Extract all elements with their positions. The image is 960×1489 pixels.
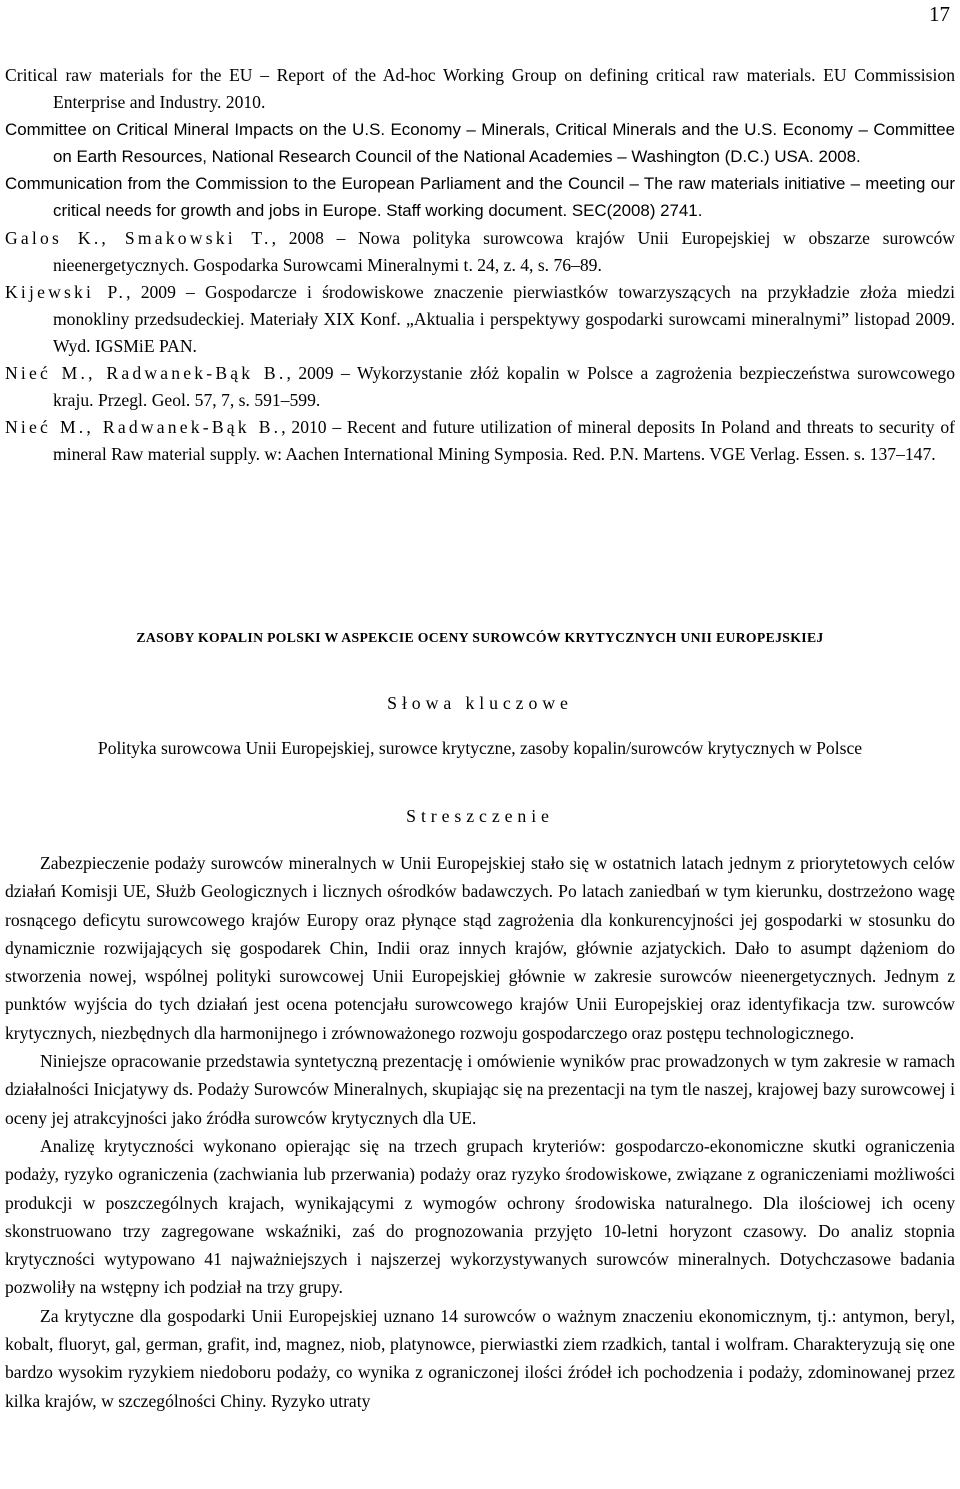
reference-item <box>5 62 955 116</box>
reference-author: Kijewski P. <box>5 281 127 302</box>
reference-item <box>5 279 955 360</box>
reference-text: Committee on Critical Mineral Impacts on the U.S. Economy – Minerals, Critical Minerals and the U.S. Economy – Committee on Earth Resources, National Research Council of the National Academies – Washington (D.C.) USA. 2008. <box>5 120 955 167</box>
keywords-heading: Słowa kluczowe <box>387 693 573 713</box>
abstract-heading: Streszczenie <box>406 806 554 826</box>
page-number: 17 <box>929 2 950 26</box>
section-title: ZASOBY KOPALIN POLSKI W ASPEKCIE OCENY SUROWCÓW KRYTYCZNYCH UNII EUROPEJSKIEJ <box>136 630 824 645</box>
abstract-paragraph: Za krytyczne dla gospodarki Unii Europejskiej uznano 14 surowców o ważnym znaczeniu ekonomicznym, tj.: antymon, beryl, kobalt, fluoryt, gal, german, grafit, ind, magnez, niob, platynowce, pierwiastki ziem rzadkich, tantal i wolfram. Charakteryzują się one bardzo wysokim ryzykiem niedoboru podaży, co wynika z ograniczonej ilości źródeł ich pochodzenia i podaży, zdominowanej przez kilka krajów, w szczególności Chiny. Ryzyko utraty <box>5 1305 955 1411</box>
abstract-body <box>5 849 955 1415</box>
reference-text: , 2010 – Recent and future utilization of mineral deposits In Poland and threats to security of mineral Raw material supply. w: Aachen International Mining Symposia. Red. P.N. Martens. VGE Verlag. Essen. s. 137–147. <box>53 417 955 465</box>
reference-text: , 2009 – Gospodarcze i środowiskowe znaczenie pierwiastków towarzyszących na przykładzie złoża miedzi monokliny przedsudeckiej. Materiały XIX Konf. „Aktualia i perspektywy gospodarki surowcami mineralnymi” listopad 2009. Wyd. IGSMiE PAN. <box>53 281 956 356</box>
references-list <box>5 62 955 468</box>
abstract-paragraph: Analizę krytyczności wykonano opierając się na trzech grupach kryteriów: gospodarczo-ekonomiczne skutki ograniczenia podaży, ryzyko ograniczenia (zachwiania lub przerwania) podaży oraz ryzyko środowiskowe, związane z ograniczeniami możliwości produkcji w poszczególnych krajach, wynikającymi z wymogów ochrony środowiska naturalnego. Dla ilościowej ich oceny skonstruowano trzy zagregowane wskaźniki, zaś do prognozowania przyjęto 10-letni horyzont czasowy. Do analiz stopnia krytyczności wytypowano 41 najważniejszych i najszerzej wykorzystywanych surowców mineralnych. Dotychczasowe badania pozwoliły na wstępny ich podział na trzy grupy. <box>5 1135 955 1298</box>
reference-item <box>5 116 955 170</box>
reference-item <box>5 225 955 279</box>
reference-author: Galos K., Smakowski T. <box>5 227 272 248</box>
reference-text: , 2008 – Nowa polityka surowcowa krajów Unii Europejskiej w obszarze surowców nieenergetycznych. Gospodarka Surowcami Mineralnymi t. 24, z. 4, s. 76–89. <box>53 227 955 275</box>
keywords-text: Polityka surowcowa Unii Europejskiej, surowce krytyczne, zasoby kopalin/surowców krytycznych w Polsce <box>97 738 863 758</box>
reference-text: Communication from the Commission to the European Parliament and the Council – The raw materials initiative – meeting our critical needs for growth and jobs in Europe. Staff working document. SEC(2008) 2741. <box>5 174 955 221</box>
reference-author: Nieć M., Radwanek-Bąk B. <box>5 417 282 438</box>
reference-item <box>5 360 955 414</box>
reference-item <box>5 170 955 224</box>
reference-author: Nieć M., Radwanek-Bąk B. <box>5 363 287 384</box>
abstract-paragraph: Zabezpieczenie podaży surowców mineralnych w Unii Europejskiej stało się w ostatnich latach jednym z priorytetowych celów działań Komisji UE, Służb Geologicznych i licznych ośrodków badawczych. Po latach zaniedbań w tym kierunku, dostrzeżono wagę rosnącego deficytu surowcowego krajów Europy oraz płynące stąd zagrożenia dla konkurencyjności jej gospodarki w stosunku do dynamicznie rozwijających się gospodarek Chin, Indii oraz innych krajów, głównie azjatyckich. Dało to asumpt dążeniom do stworzenia nowej, wspólnej polityki surowcowej Unii Europejskiej głównie w zakresie surowców nieenergetycznych. Jednym z punktów wyjścia do tych działań jest ocena potencjału surowcowego krajów Unii Europejskiej oraz identyfikacja tzw. surowców krytycznych, niezbędnych dla harmonijnego i zrównoważonego rozwoju gospodarczego oraz postępu technologicznego. <box>5 853 955 1043</box>
reference-text: , 2009 – Wykorzystanie złóż kopalin w Polsce a zagrożenia bezpieczeństwa surowcowego kraju. Przegl. Geol. 57, 7, s. 591–599. <box>53 363 955 411</box>
reference-text: Critical raw materials for the EU – Report of the Ad-hoc Working Group on defining critical raw materials. EU Commissision Enterprise and Industry. 2010. <box>5 65 955 113</box>
reference-item <box>5 414 955 468</box>
abstract-paragraph: Niniejsze opracowanie przedstawia syntetyczną prezentację i omówienie wyników prac prowadzonych w tym zakresie w ramach działalności Inicjatywy ds. Podaży Surowców Mineralnych, skupiając się na prezentacji na tym tle naszej, krajowej bazy surowcowej i oceny jej atrakcyjności jako źródła surowców krytycznych dla UE. <box>5 1051 955 1128</box>
